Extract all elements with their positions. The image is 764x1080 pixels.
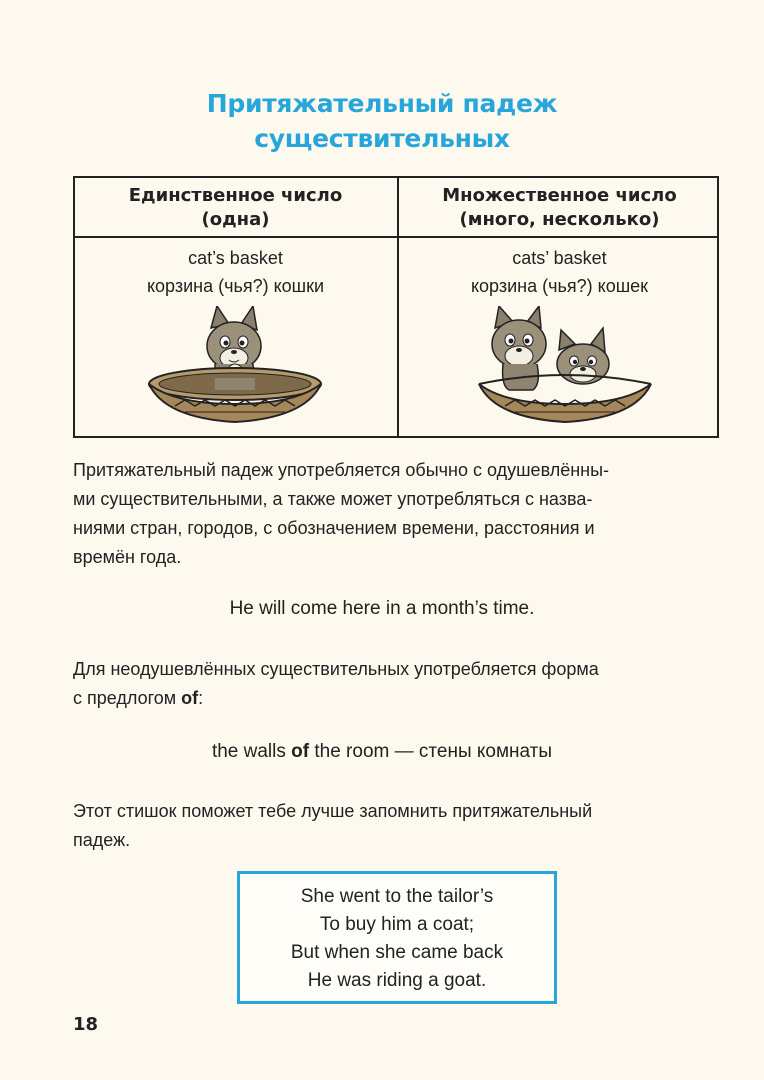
title-line-2: существительных xyxy=(254,124,510,153)
singular-example-en: cat’s basket xyxy=(188,248,283,268)
paragraph-line xyxy=(73,684,719,713)
basket-icon xyxy=(149,368,321,422)
plural-header-line-2: (много, несколько) xyxy=(459,209,660,230)
singular-header xyxy=(75,178,396,236)
title-line-1: Притяжательный падеж xyxy=(206,89,558,118)
plural-example-en: cats’ basket xyxy=(512,248,607,268)
plural-example xyxy=(399,244,720,300)
singular-example-ru: корзина (чья?) кошки xyxy=(146,276,325,296)
poem-line: She went to the tailor’s xyxy=(300,886,494,907)
text-fragment: the walls xyxy=(211,741,292,762)
paragraph-line: ниями стран, городов, с обозначением времени, расстояния и xyxy=(73,518,595,538)
text-fragment: the room — стены комнаты xyxy=(309,741,553,762)
example-sentence-time: He will come here in a month’s time. xyxy=(229,598,535,619)
possessive-table xyxy=(73,176,719,438)
example-of-construction xyxy=(0,741,764,763)
poem-line: He was riding a goat. xyxy=(307,970,487,991)
plural-header xyxy=(399,178,720,236)
singular-header-line-1: Единственное число xyxy=(128,185,343,206)
singular-header-line-2: (одна) xyxy=(201,209,270,230)
plural-example-ru: корзина (чья?) кошек xyxy=(470,276,649,296)
singular-column xyxy=(75,178,396,300)
paragraph-line: падеж. xyxy=(73,830,131,850)
text-fragment: : xyxy=(198,688,204,708)
paragraph-line: Для неодушевлённых существительных употребляется форма xyxy=(73,659,599,679)
text-fragment: с предлогом xyxy=(73,688,182,708)
cat-in-basket-illustration xyxy=(145,306,325,428)
page-number: 18 xyxy=(73,1014,99,1035)
paragraph-line: времён года. xyxy=(73,547,182,567)
poem-line: But when she came back xyxy=(290,942,504,963)
paragraph-line: ми существительными, а также может употребляться с назва- xyxy=(73,489,593,509)
paragraph-usage xyxy=(73,456,719,572)
cats-in-basket-illustration xyxy=(475,306,655,428)
page-title xyxy=(0,86,764,156)
paragraph-line: Этот стишок поможет тебе лучше запомнить притяжательный xyxy=(73,801,593,821)
paragraph-inanimate xyxy=(73,655,719,713)
poem-line: To buy him a coat; xyxy=(319,914,475,935)
keyword-of: of xyxy=(181,688,199,708)
plural-column xyxy=(399,178,720,300)
poem-box xyxy=(237,871,557,1004)
singular-example xyxy=(75,244,396,300)
keyword-of: of xyxy=(291,741,310,762)
paragraph-line: Притяжательный падеж употребляется обычно с одушевлённы- xyxy=(73,460,610,480)
plural-header-line-1: Множественное число xyxy=(442,185,677,206)
paragraph-poem-intro xyxy=(73,797,719,855)
